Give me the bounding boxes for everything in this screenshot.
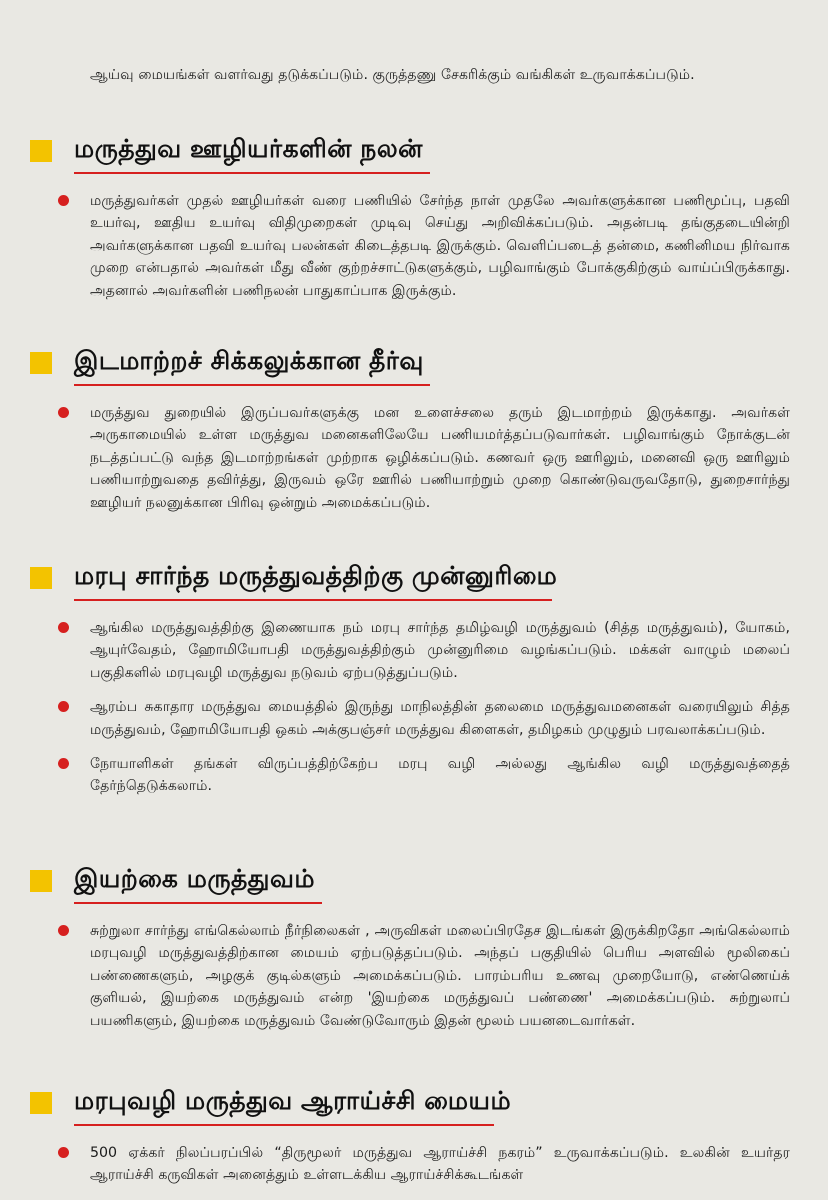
bullet-dot-icon [58,758,69,769]
section-research-centre [0,1080,828,1187]
bullet-item [0,617,790,684]
heading-marker-icon [30,140,52,162]
section-traditional-medicine-priority [0,555,828,798]
section-heading [0,1080,828,1132]
heading-underline [74,1124,494,1126]
bullet-text: 500 ஏக்கர் நிலப்பரப்பில் “திருமூலர் மருத்துவ ஆராய்ச்சி நகரம்” உருவாக்கப்படும். உலகின் உயர்தர ஆராய்ச்சி கருவிகள் அனைத்தும் உள்ளடக்கிய ஆராய்ச்சிக்கூடங்கள் [90,1145,790,1184]
bullet-text: மருத்துவர்கள் முதல் ஊழியர்கள் வரை பணியில் சேர்ந்த நாள் முதலே அவர்களுக்கான பணிமூப்பு, பதவி உயர்வு, ஊதிய உயர்வு விதிமுறைகள் முடிவு செய்து அறிவிக்கப்படும். அதன்படி தங்குதடையின்றி அவர்களுக்கான பதவி உயர்வு பலன்கள் கிடைத்தபடி இருக்கும். வெளிப்படைத் தன்மை, கணினிமய நிர்வாக முறை என்பதால் அவர்கள் மீது வீண் குற்றச்சாட்டுகளுக்கும், பழிவாங்கும் போக்குகிற்கும் வாய்ப்பிருக்காது. அதனால் அவர்களின் பணிநலன் பாதுகாப்பாக இருக்கும். [90,193,790,299]
section-heading [0,340,828,392]
bullet-text: நோயாளிகள் தங்கள் விருப்பத்திற்கேற்ப மரபு வழி அல்லது ஆங்கில வழி மருத்துவத்தைத் தேர்ந்தெடுக்கலாம். [90,756,790,795]
intro-paragraph: ஆய்வு மையங்கள் வளர்வது தடுக்கப்படும். குருத்தணு சேகரிக்கும் வங்கிகள் உருவாக்கப்படும். [90,67,695,83]
bullet-item [0,696,790,741]
bullet-text: ஆங்கில மருத்துவத்திற்கு இணையாக நம் மரபு சார்ந்த தமிழ்வழி மருத்துவம் (சித்த மருத்துவம்), யோகம், ஆயுர்வேதம், ஹோமியோபதி மருத்துவத்திற்கும் முன்னுரிமை வழங்கப்படும். மக்கள் வாழும் மலைப் பகுதிகளில் மரபுவழி மருத்துவ நடுவம் ஏற்படுத்துப்படும். [90,620,790,681]
section-natural-medicine [0,858,828,1032]
heading-marker-icon [30,870,52,892]
bullet-dot-icon [58,925,69,936]
section-staff-welfare [0,128,828,302]
bullet-dot-icon [58,195,69,206]
bullet-item [0,1142,790,1187]
heading-marker-icon [30,352,52,374]
bullet-item [0,402,790,514]
bullet-item [0,190,790,302]
section-title: மரபு சார்ந்த மருத்துவத்திற்கு முன்னுரிமை [74,561,558,590]
heading-underline [74,384,430,386]
bullet-text: மருத்துவ துறையில் இருப்பவர்களுக்கு மன உளைச்சலை தரும் இடமாற்றம் இருக்காது. அவர்கள் அருகாமையில் உள்ள மருத்துவ மனைகளிலேயே பணியமர்த்தப்படுவார்கள். பழிவாங்கும் நோக்குடன் நடத்தப்பட்டு வந்த இடமாற்றங்கள் முற்றாக ஒழிக்கப்படும். கணவர் ஒரு ஊரிலும், மனைவி ஒரு ஊரிலும் பணியாற்றுவதை தவிர்த்து, இருவம் ஒரே ஊரில் பணியாற்றும் முறை கொண்டுவருவதோடு, துறைசார்ந்து ஊழியர் நலனுக்கான பிரிவு ஒன்றும் அமைக்கப்படும். [90,405,790,511]
bullet-dot-icon [58,407,69,418]
bullet-text: சுற்றுலா சார்ந்து எங்கெல்லாம் நீர்நிலைகள் , அருவிகள் மலைப்பிரதேச இடங்கள் இருக்கிறதோ அங்கெல்லாம் மரபுவழி மருத்துவத்திற்கான மையம் ஏற்படுத்தப்படும். அந்தப் பகுதியில் பெரிய அளவில் மூலிகைப் பண்ணைகளும், அழகுக் குடில்களும் அமைக்கப்படும். பாரம்பரிய உணவு முறையோடு, எண்ணெய்க் குளியல், இயற்கை மருத்துவம் என்ற 'இயற்கை மருத்துவப் பண்ணை' அமைக்கப்படும். சுற்றுலாப் பயணிகளும், இயற்கை மருத்துவம் வேண்டுவோரும் இதன் மூலம் பயனடைவார்கள். [90,923,790,1029]
section-title: இயற்கை மருத்துவம் [74,864,316,893]
bullet-item [0,920,790,1032]
section-heading [0,555,828,607]
heading-underline [74,172,430,174]
heading-underline [74,599,552,601]
bullet-dot-icon [58,1147,69,1158]
section-transfer-solution [0,340,828,514]
bullet-dot-icon [58,622,69,633]
bullet-item [0,753,790,798]
heading-marker-icon [30,1092,52,1114]
bullet-dot-icon [58,701,69,712]
bullet-text: ஆரம்ப சுகாதார மருத்துவ மையத்தில் இருந்து மாநிலத்தின் தலைமை மருத்துவமனைகள் வரையிலும் சித்த மருத்துவம், ஹோமியோபதி ஒகம் அக்குபஞ்சர் மருத்துவ கிளைகள், தமிழகம் முழுதும் பரவலாக்கப்படும். [90,699,790,738]
section-heading [0,858,828,910]
section-heading [0,128,828,180]
section-title: இடமாற்றச் சிக்கலுக்கான தீர்வு [74,346,424,375]
section-title: மரபுவழி மருத்துவ ஆராய்ச்சி மையம் [74,1086,512,1115]
heading-marker-icon [30,567,52,589]
heading-underline [74,902,322,904]
section-title: மருத்துவ ஊழியர்களின் நலன் [74,134,423,163]
